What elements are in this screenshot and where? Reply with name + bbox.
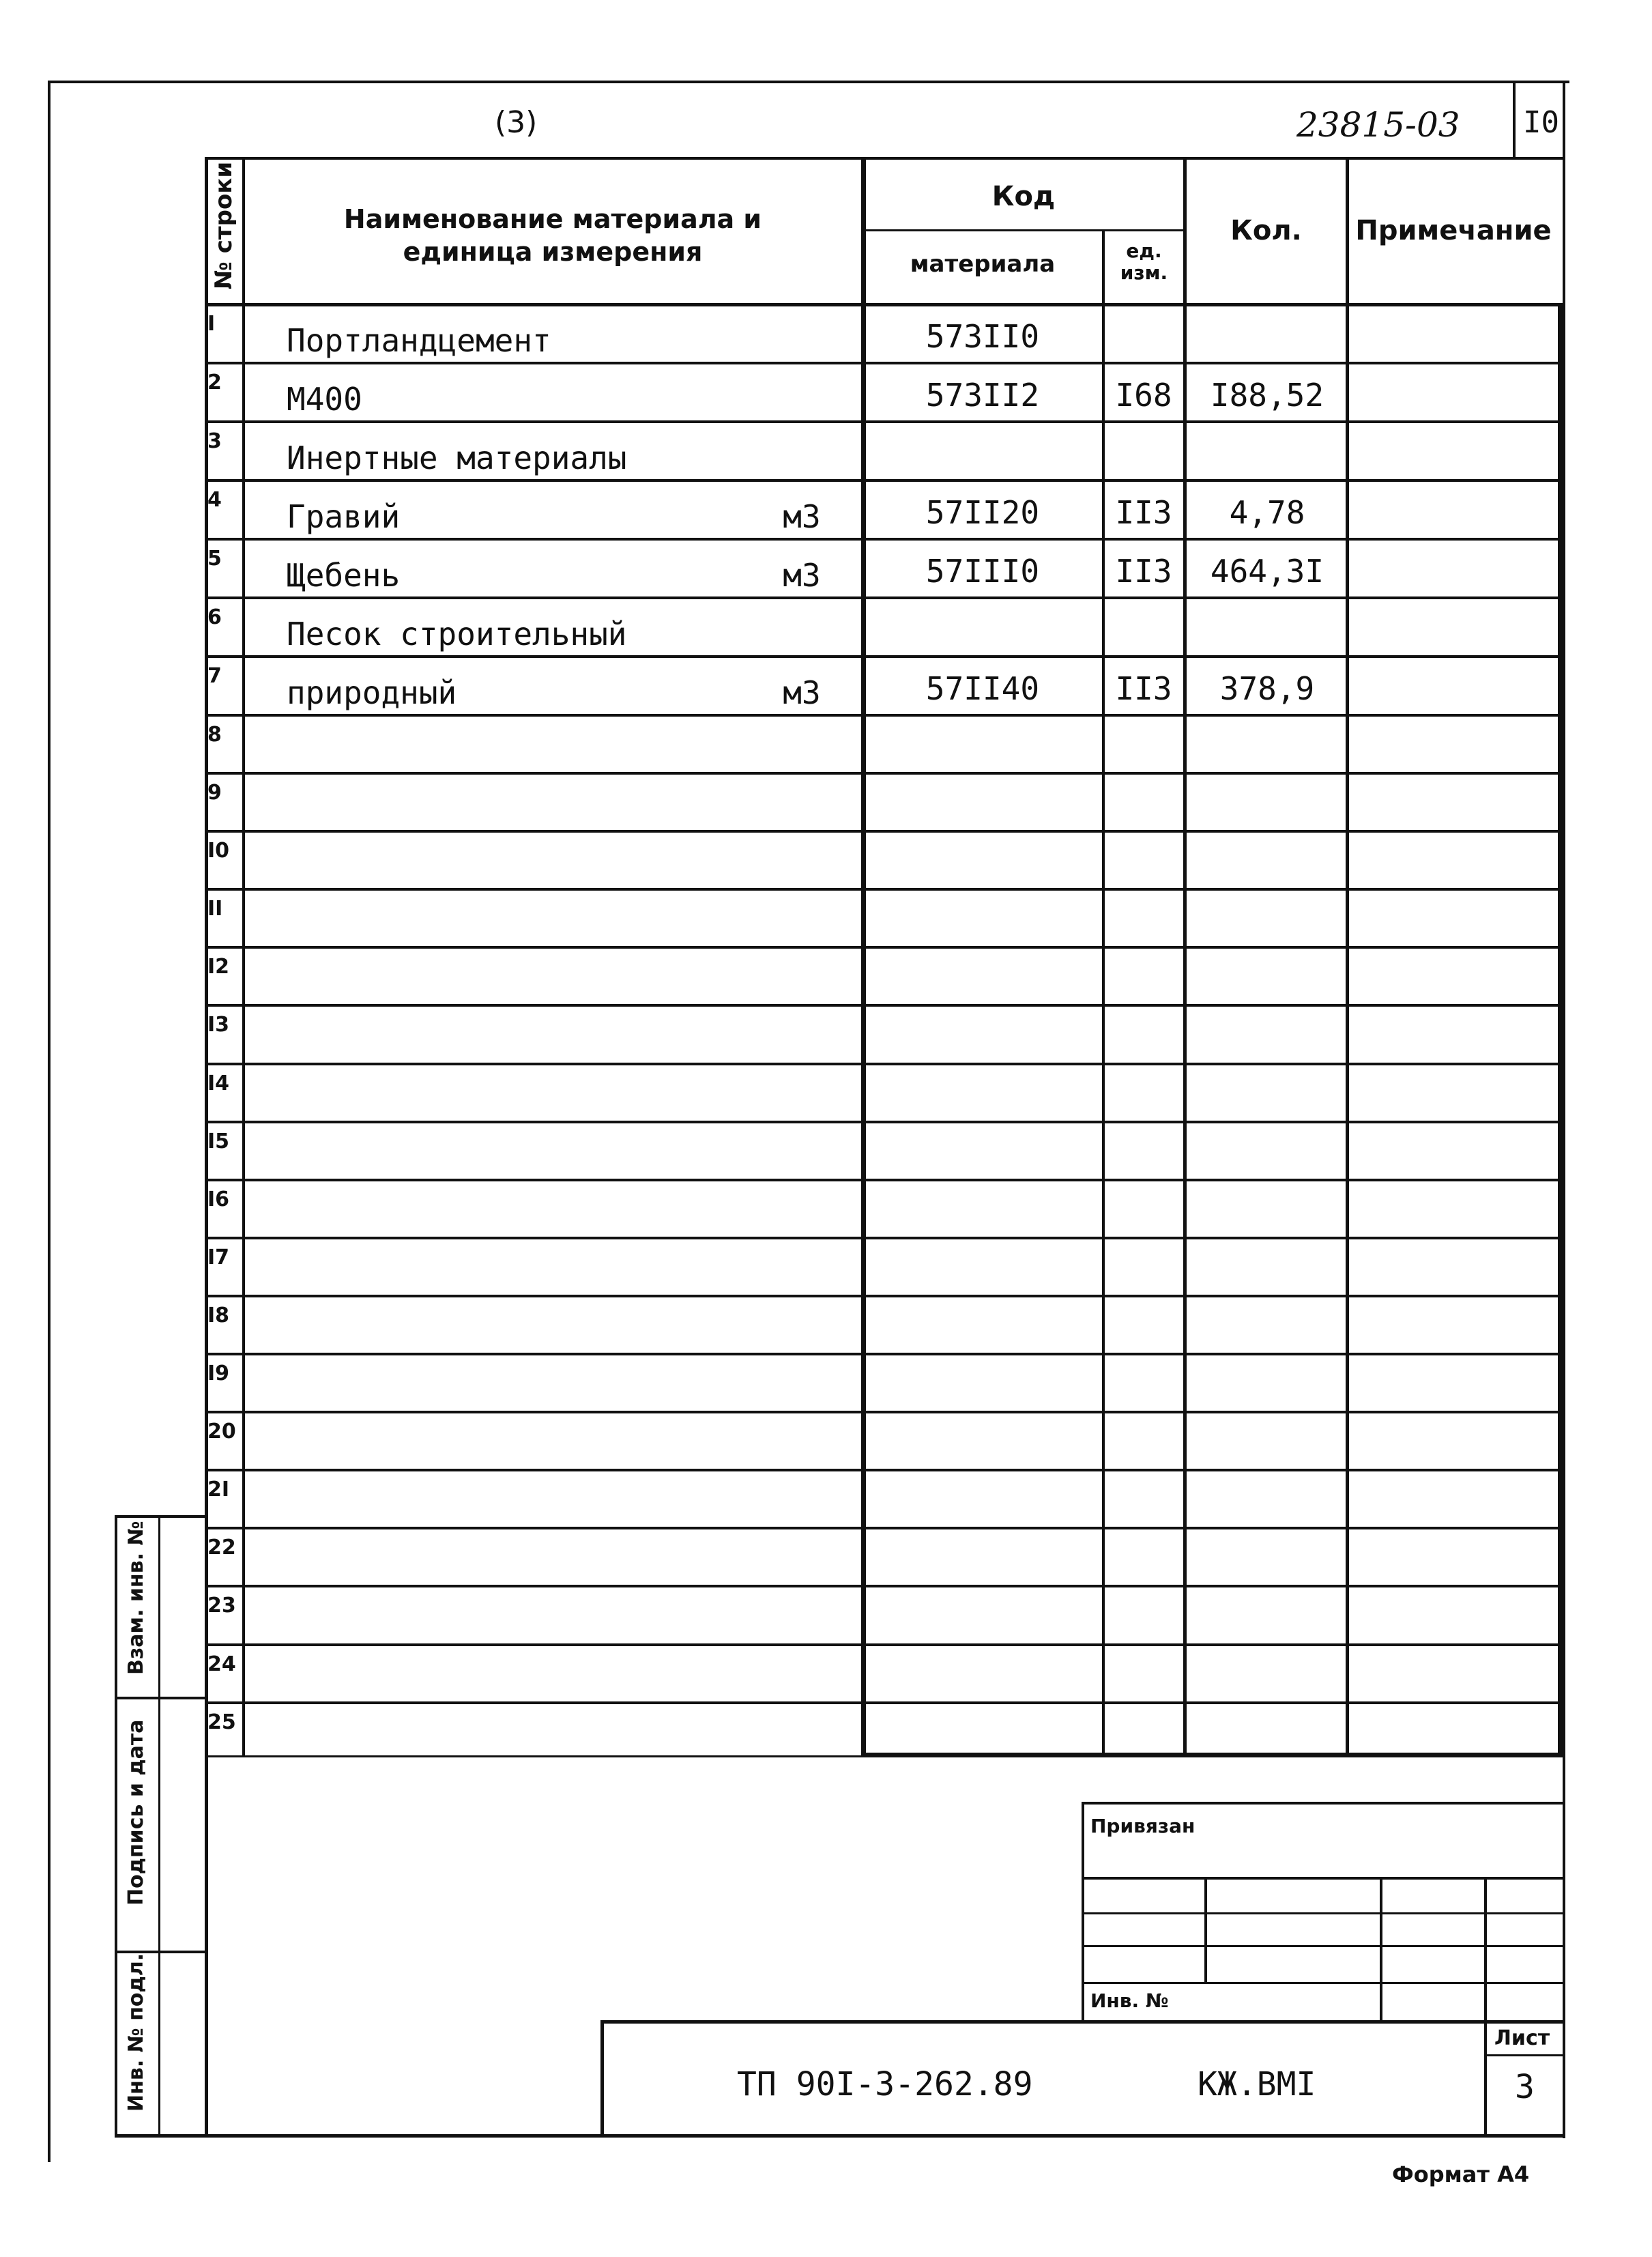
row-divider	[205, 830, 1559, 833]
stamp-inner-line	[158, 1515, 160, 2136]
header-name-line1: Наименование материала и	[343, 204, 762, 234]
stamp-outer-left	[115, 1515, 117, 2136]
row-quantity: I88,52	[1210, 377, 1324, 414]
stamp-top	[115, 1515, 207, 1518]
row-divider	[205, 1469, 1559, 1471]
tb-main-left	[600, 2020, 604, 2138]
tb-privyazan-top	[1082, 1802, 1563, 1805]
header-code-material: материала	[910, 250, 1056, 278]
row-divider	[205, 1121, 1559, 1123]
row-number: 24	[207, 1652, 236, 1676]
row-material-code: 57III0	[925, 553, 1040, 590]
row-divider	[205, 1004, 1559, 1007]
row-number: I7	[207, 1246, 230, 1269]
row-number: I6	[207, 1188, 230, 1211]
row-number: 2I	[207, 1478, 230, 1501]
tb-row-1	[1082, 1877, 1563, 1880]
tb-sheet-label: Лист	[1494, 2026, 1550, 2050]
row-material-name: Гравий	[287, 498, 401, 535]
row-number: I0	[207, 839, 230, 863]
col-line-rowno	[242, 158, 245, 1757]
tb-inv-label: Инв. №	[1090, 1989, 1169, 2012]
row-number: I9	[207, 1362, 230, 1385]
row-divider	[205, 888, 1559, 891]
row-divider	[205, 1063, 1559, 1065]
row-material-code: 573II0	[925, 318, 1040, 355]
row-unit-code: II3	[1115, 494, 1172, 531]
row-unit-code: II3	[1115, 553, 1172, 590]
header-code: Код	[991, 181, 1056, 212]
header-code-unit-1: ед.	[1126, 240, 1162, 262]
row-number: I3	[207, 1013, 230, 1037]
row-divider	[205, 1295, 1559, 1297]
header-bottom-line	[205, 157, 1565, 160]
stamp-vzam-inv: Взам. инв. №	[124, 1521, 148, 1675]
row-divider	[205, 655, 1559, 658]
table-bottom-thin	[205, 1755, 867, 1757]
row-divider	[205, 1585, 1559, 1587]
row-number: 23	[207, 1594, 236, 1618]
stamp-podpis-data: Подпись и дата	[124, 1719, 148, 1906]
row-divider	[205, 1643, 1559, 1646]
tb-sheet-divider	[1484, 2054, 1563, 2056]
page-number-box-left	[1513, 81, 1516, 158]
row-number: 25	[207, 1710, 236, 1734]
row-number: I2	[207, 955, 230, 979]
row-divider	[205, 772, 1559, 775]
row-material-code: 57II20	[925, 494, 1040, 531]
row-material-name: Портландцемент	[287, 322, 551, 359]
row-number: 2	[207, 371, 222, 394]
row-divider	[205, 714, 1559, 717]
row-number: I5	[207, 1130, 230, 1153]
row-number: 7	[207, 664, 222, 688]
row-divider	[205, 1701, 1559, 1704]
row-divider	[205, 1179, 1559, 1181]
row-number: 6	[207, 605, 222, 629]
sheet-group-label: (3)	[495, 105, 538, 140]
row-number: I4	[207, 1072, 230, 1095]
frame-bottom-line	[115, 2134, 1565, 2138]
tb-row-2	[1082, 1912, 1563, 1914]
row-number: 8	[207, 723, 222, 747]
tb-row-3	[1082, 1945, 1563, 1947]
header-note: Примечание	[1355, 215, 1552, 246]
row-number: 4	[207, 488, 222, 512]
row-quantity: 464,3I	[1210, 553, 1324, 590]
row-number: I	[207, 312, 216, 336]
row-material-name: М400	[287, 381, 362, 418]
row-divider	[205, 1411, 1559, 1413]
row-material-code: 573II2	[925, 377, 1040, 414]
stamp-div-1	[115, 1697, 207, 1699]
row-unit: м3	[783, 498, 821, 535]
row-number: 3	[207, 429, 222, 453]
header-row-no: № строки	[210, 161, 237, 289]
table-header-bottom	[205, 303, 1565, 306]
row-material-name: Щебень	[287, 557, 401, 594]
frame-right-line	[1563, 81, 1565, 2138]
row-divider	[205, 362, 1559, 364]
row-material-name: Инертные материалы	[287, 440, 627, 476]
table-bottom-line	[861, 1753, 1563, 1757]
row-unit: м3	[783, 557, 821, 594]
row-divider	[205, 420, 1559, 423]
row-quantity: 378,9	[1219, 670, 1315, 707]
row-divider	[205, 596, 1559, 599]
archive-number: 23815-03	[1296, 105, 1460, 145]
tb-col-2	[1380, 1878, 1382, 2022]
col-line-right-bold	[1558, 304, 1563, 1757]
frame-top-line	[48, 81, 1569, 83]
row-divider	[205, 1237, 1559, 1239]
row-material-code: 57II40	[925, 670, 1040, 707]
row-number: 20	[207, 1420, 236, 1443]
row-number: 9	[207, 781, 222, 805]
header-code-unit-2: изм.	[1120, 261, 1168, 284]
tb-document-code: ТП 90I-3-262.89	[737, 2065, 1033, 2103]
tb-main-top	[600, 2020, 1563, 2024]
row-material-name: природный	[287, 674, 457, 711]
header-name-line2: единица измерения	[403, 237, 703, 267]
row-divider	[205, 1353, 1559, 1355]
tb-row-4	[1082, 1982, 1563, 1984]
header-qty: Кол.	[1230, 215, 1302, 246]
row-divider	[205, 479, 1559, 482]
row-material-name: Песок строительный	[287, 616, 627, 652]
row-unit-code: II3	[1115, 670, 1172, 707]
page-number: I0	[1523, 105, 1559, 140]
format-label: Формат А4	[1392, 2161, 1530, 2187]
row-number: 22	[207, 1536, 236, 1559]
tb-document-mark: КЖ.ВМI	[1198, 2065, 1316, 2103]
tb-privyazan-label: Привязан	[1090, 1815, 1195, 1837]
row-unit-code: I68	[1115, 377, 1172, 414]
stamp-inv-podl: Инв. № подл.	[124, 1953, 148, 2112]
row-unit: м3	[783, 674, 821, 711]
row-quantity: 4,78	[1229, 494, 1305, 531]
row-number: II	[207, 897, 223, 921]
row-number: I8	[207, 1304, 230, 1327]
row-number: 5	[207, 547, 222, 571]
row-divider	[205, 1527, 1559, 1529]
frame-left-line	[48, 81, 50, 2162]
row-divider	[205, 946, 1559, 949]
row-divider	[205, 538, 1559, 541]
tb-col-1	[1204, 1878, 1207, 1982]
header-code-divider	[863, 229, 1184, 231]
tb-sheet-number: 3	[1515, 2068, 1535, 2106]
